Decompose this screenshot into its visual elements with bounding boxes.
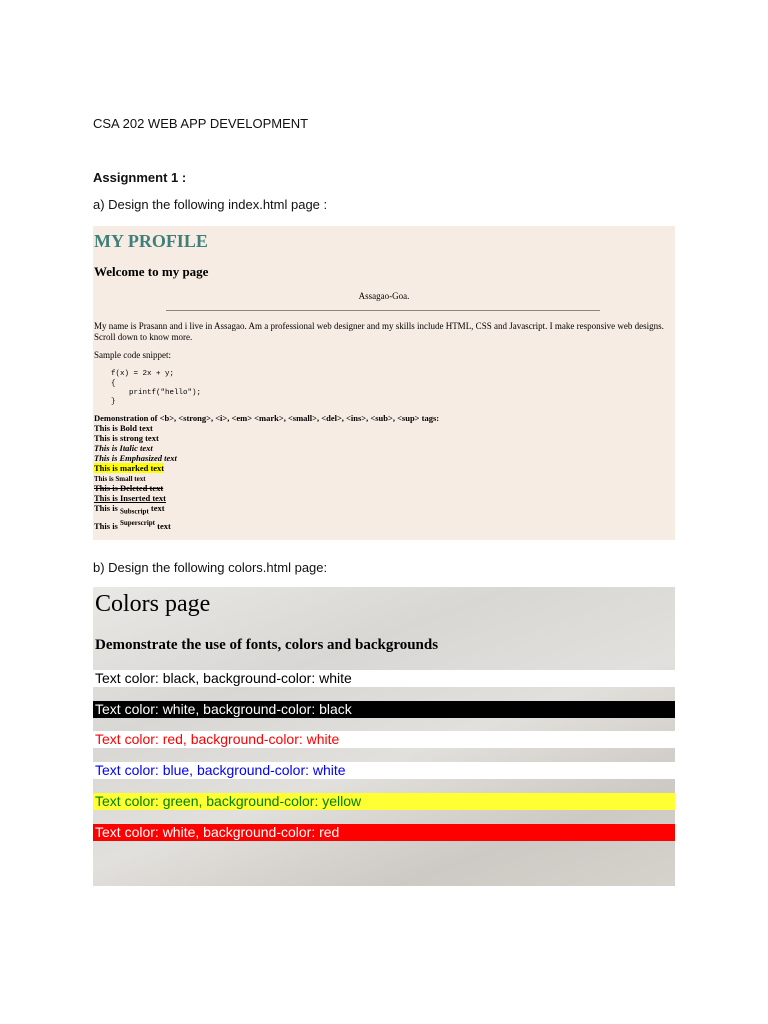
code-line: { [111, 380, 116, 388]
profile-heading: MY PROFILE [94, 231, 208, 251]
color-row: Text color: red, background-color: white [93, 731, 675, 748]
assignment-heading: Assignment 1 : [93, 170, 187, 185]
color-row: Text color: white, background-color: black [93, 701, 675, 718]
code-line: } [111, 398, 116, 406]
color-row: Text color: white, background-color: red [93, 824, 675, 841]
superscript-prefix: This is [94, 520, 118, 531]
deleted-text: This is Deleted text [94, 483, 164, 493]
subscript-line [94, 503, 165, 517]
marked-text: This is marked text [94, 463, 165, 473]
part-a-instruction: a) Design the following index.html page : [93, 197, 328, 212]
color-row: Text color: black, background-color: white [93, 670, 675, 687]
subscript-suffix: text [150, 503, 165, 513]
subscript-word: Subscript [120, 507, 149, 516]
italic-text: This is Italic text [94, 443, 153, 453]
horizontal-rule [166, 310, 600, 311]
color-row: Text color: blue, background-color: white [93, 762, 675, 779]
small-text: This is Small text [94, 475, 146, 483]
colors-page-subtitle: Demonstrate the use of fonts, colors and backgrounds [95, 637, 439, 653]
strong-text: This is strong text [94, 433, 159, 443]
color-row: Text color: green, background-color: yellow [93, 793, 675, 810]
superscript-line [94, 518, 171, 531]
inserted-text: This is Inserted text [94, 493, 167, 503]
superscript-word: Superscript [120, 519, 155, 527]
address-text: Assagao-Goa. [358, 291, 410, 301]
bold-text: This is Bold text [94, 423, 153, 433]
bio-paragraph: My name is Prasann and i live in Assagao. Am a professional web designer and my skills include HTML, CSS and Javascript. I make responsive web designs. Scroll down to know more. [94, 321, 664, 342]
demo-label: Demonstration of <b>, <strong>, <i>, <em> <mark>, <small>, <del>, <ins>, <sub>, <sup> tags: [94, 413, 440, 423]
superscript-suffix: text [157, 520, 171, 531]
code-line: f(x) = 2x + y; [111, 370, 175, 378]
welcome-heading: Welcome to my page [94, 264, 209, 279]
snippet-label: Sample code snippet: [94, 350, 171, 360]
colors-page-title: Colors page [95, 591, 211, 617]
course-title: CSA 202 WEB APP DEVELOPMENT [93, 116, 309, 131]
part-b-instruction: b) Design the following colors.html page: [93, 560, 328, 575]
code-line: printf("hello"); [111, 389, 202, 397]
colors-page-figure [93, 587, 675, 886]
profile-page-figure [93, 226, 675, 540]
emphasized-text: This is Emphasized text [94, 453, 177, 463]
subscript-prefix: This is [94, 503, 118, 513]
